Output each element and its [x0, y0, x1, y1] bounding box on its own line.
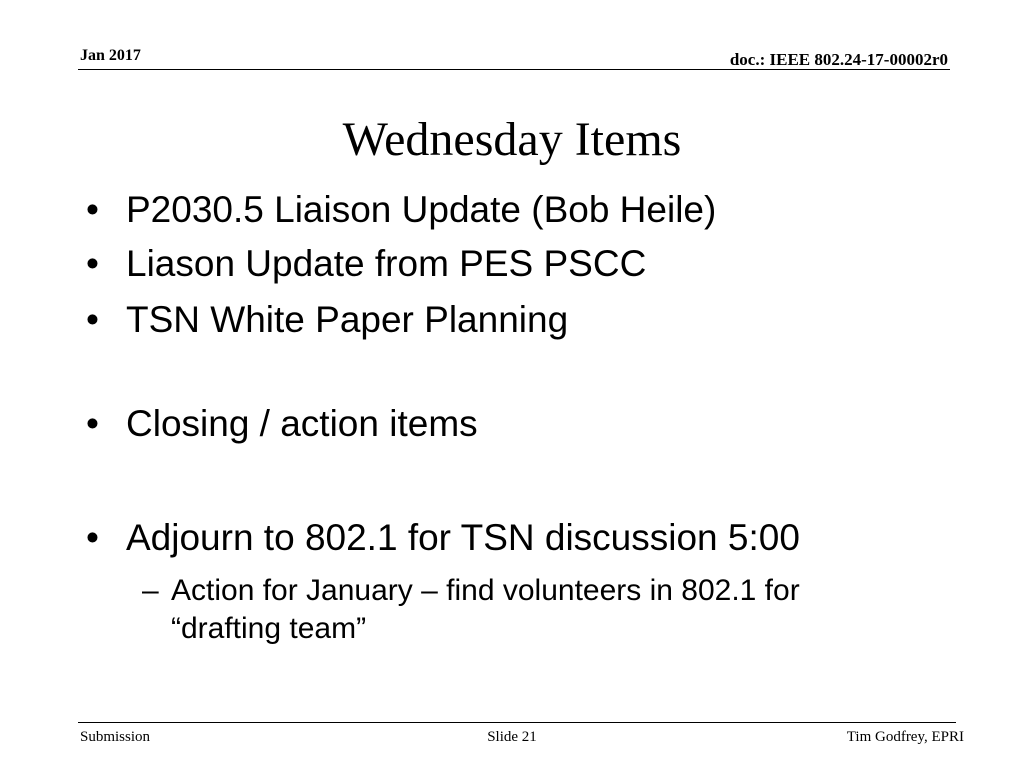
bullet-marker: • [86, 517, 99, 558]
sub-bullet-marker: – [142, 574, 159, 607]
bullet-text: Adjourn to 802.1 for TSN discussion 5:00 [126, 517, 800, 558]
bullet-text: Closing / action items [126, 403, 478, 444]
footer-author: Tim Godfrey, EPRI [846, 729, 964, 745]
header-divider [78, 69, 950, 70]
header-doc-id: doc.: IEEE 802.24-17-00002r0 [729, 50, 948, 69]
footer-slide-number: Slide 21 [487, 729, 537, 745]
footer-divider [78, 722, 956, 723]
bullet-text: Liason Update from PES PSCC [126, 243, 647, 284]
slide-title: Wednesday Items [342, 113, 682, 166]
bullet-marker: • [86, 299, 99, 340]
bullet-text: P2030.5 Liaison Update (Bob Heile) [126, 189, 717, 230]
bullet-marker: • [86, 243, 99, 284]
header-date: Jan 2017 [80, 47, 141, 64]
sub-bullet-text: Action for January – find volunteers in 802.1 for “drafting team” [171, 574, 800, 645]
bullet-marker: • [86, 189, 99, 230]
bullet-text: TSN White Paper Planning [126, 299, 569, 340]
bullet-marker: • [86, 403, 99, 444]
footer-submission: Submission [80, 729, 151, 745]
